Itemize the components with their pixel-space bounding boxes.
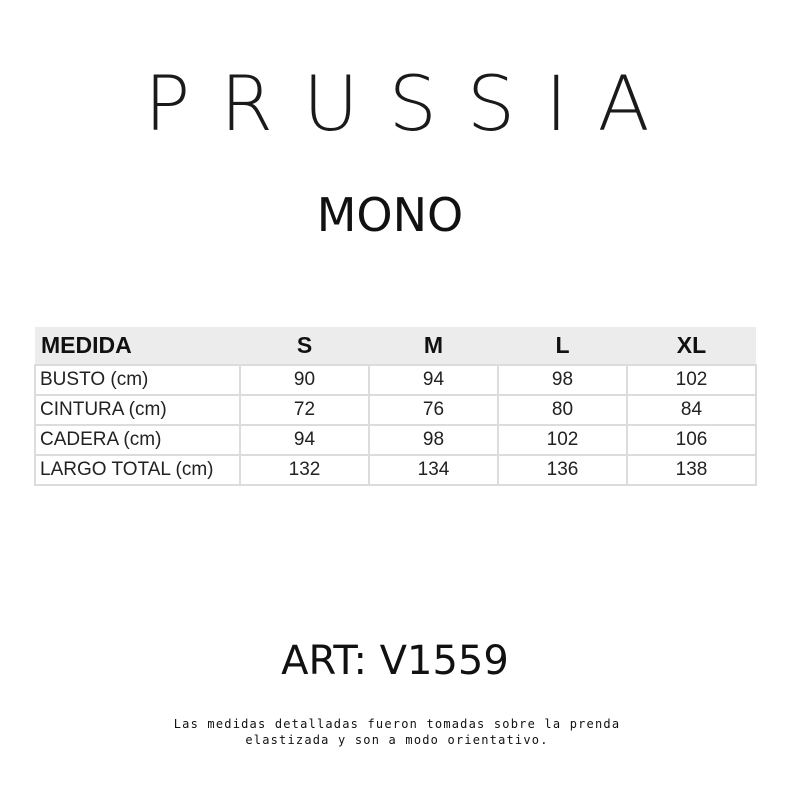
measurement-note xyxy=(80,716,714,748)
table-cell: 134 xyxy=(369,455,498,485)
table-cell: 94 xyxy=(369,365,498,395)
table-cell: 98 xyxy=(369,425,498,455)
table-cell: 72 xyxy=(240,395,369,425)
table-cell: 102 xyxy=(498,425,627,455)
table-row xyxy=(35,425,756,455)
table-cell: 94 xyxy=(240,425,369,455)
table-cell: 98 xyxy=(498,365,627,395)
brand-logo: PRUSSIA xyxy=(144,59,680,148)
table-cell: 76 xyxy=(369,395,498,425)
row-label: CADERA (cm) xyxy=(35,425,240,455)
table-cell: 136 xyxy=(498,455,627,485)
table-cell: 102 xyxy=(627,365,756,395)
header-size-s: S xyxy=(240,327,369,365)
table-row xyxy=(35,395,756,425)
header-size-xl: XL xyxy=(627,327,756,365)
table-cell: 138 xyxy=(627,455,756,485)
table-row xyxy=(35,365,756,395)
row-label: CINTURA (cm) xyxy=(35,395,240,425)
article-code: ART: V1559 xyxy=(281,638,509,684)
table-header-row xyxy=(35,327,756,365)
product-title: MONO xyxy=(316,188,464,242)
table-cell: 80 xyxy=(498,395,627,425)
table-cell: 90 xyxy=(240,365,369,395)
table-cell: 106 xyxy=(627,425,756,455)
row-label: LARGO TOTAL (cm) xyxy=(35,455,240,485)
table-row xyxy=(35,455,756,485)
header-measure: MEDIDA xyxy=(35,327,240,365)
table-cell: 132 xyxy=(240,455,369,485)
row-label: BUSTO (cm) xyxy=(35,365,240,395)
header-size-m: M xyxy=(369,327,498,365)
note-line-2: elastizada y son a modo orientativo. xyxy=(245,733,549,747)
size-chart-table xyxy=(34,327,757,486)
note-line-1: Las medidas detalladas fueron tomadas sobre la prenda xyxy=(173,717,621,731)
header-size-l: L xyxy=(498,327,627,365)
table-cell: 84 xyxy=(627,395,756,425)
